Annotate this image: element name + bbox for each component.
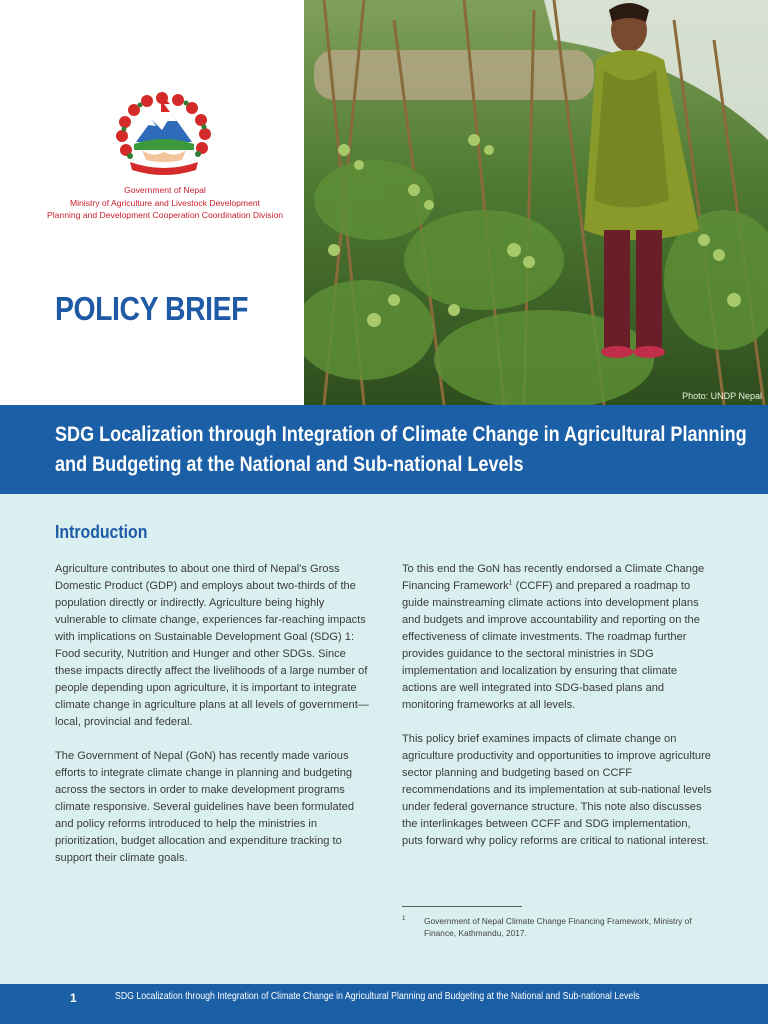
body-column-left — [55, 561, 375, 884]
footnote-reference[interactable]: 1 — [508, 579, 513, 587]
photo-credit: Photo: UNDP Nepal — [682, 391, 762, 401]
body-paragraph — [402, 561, 714, 714]
footnote — [402, 915, 722, 939]
gov-line: Planning and Development Cooperation Coordination Division — [47, 210, 283, 220]
government-affiliation — [20, 184, 310, 222]
paragraph-text: To this end the GoN has recently endorsed a Climate Change Financing Framework — [402, 563, 705, 592]
running-title: SDG Localization through Integration of Climate Change in Agricultural Planning and Budgeting at the National and Sub-national Levels — [115, 991, 640, 1002]
document-title: SDG Localization through Integration of Climate Change in Agricultural Planning and Budgeting at the National and Sub-national Levels — [55, 423, 747, 476]
section-heading: Introduction — [55, 522, 148, 542]
cover-photo — [304, 0, 768, 405]
header-panel — [0, 0, 304, 405]
page-number: 1 — [70, 991, 77, 1005]
footnote-mark: 1 — [402, 916, 406, 922]
cover-photo-illustration — [304, 0, 768, 405]
paragraph-text: (CCFF) and prepared a roadmap to guide mainstreaming climate actions into development plans and budgets and improve accountability and reporting on the effectiveness of climate investments. The roadmap further provides guidance to the sectoral ministries in SDG implementation and localization by ensuring that climate actions are well integrated into SDG-based plans and monitoring frameworks at all levels. — [402, 580, 700, 711]
body-paragraph: The Government of Nepal (GoN) has recently made various efforts to integrate climate change in planning and budgeting across the sectors in order to make development programs climate responsive. Several guidelines have been formulated and policy reforms introduced to help the ministries in prioritization, budget allocation and expenditure tracking to support their climate goals. — [55, 750, 355, 864]
footnote-divider — [402, 906, 522, 907]
body-paragraph: This policy brief examines impacts of climate change on agriculture productivity and opportunities to improve agriculture sector planning and budgeting based on CCFF recommendations and its implementation at sub-national levels under federal governance structure. This note also discusses the interlinkages between CCFF and SDG implementation, puts forward why policy reforms are critical to national interest. — [402, 733, 712, 847]
footnote-text: Government of Nepal Climate Change Financing Framework, Ministry of Finance, Kathmandu, 2017. — [424, 916, 692, 938]
gov-line: Ministry of Agriculture and Livestock Development — [69, 197, 261, 208]
body-paragraph: Agriculture contributes to about one third of Nepal's Gross Domestic Product (GDP) and employs about two-thirds of the population directly or indirectly. Agriculture being highly vulnerable to climate change, experiences far-reaching impacts with implications on Sustainable Development Goal (SDG) 1: Food security, Nutrition and Hunger and other SDGs. Since these impacts directly affect the livelihoods of a large number of people depending upon agriculture, it is important to integrate climate change in agriculture plans at all levels of government—local, provincial and federal. — [55, 563, 369, 728]
body-column-right — [402, 561, 714, 867]
nepal-emblem-icon — [112, 90, 216, 176]
page-footer — [0, 984, 768, 1024]
doc-type-title: POLICY BRIEF — [55, 290, 249, 327]
gov-line: Government of Nepal — [124, 185, 206, 195]
